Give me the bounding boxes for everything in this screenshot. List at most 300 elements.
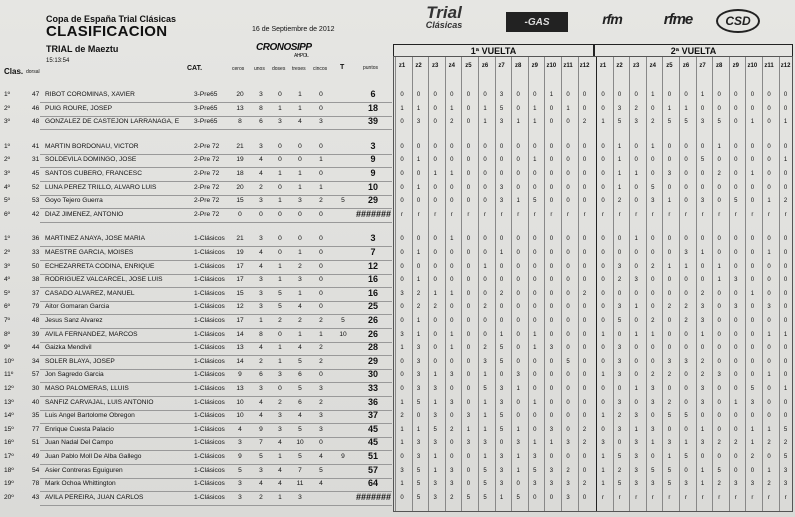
lap2-zone-score: 0 <box>667 184 672 191</box>
lap1-zone-score: 1 <box>533 119 537 126</box>
lap2-zone-score: 1 <box>750 290 755 297</box>
t-cell: 10 <box>339 330 347 338</box>
category-cell: 1-Clásicos <box>194 357 225 365</box>
treses-cell: 5 <box>298 453 302 460</box>
ceros-cell: 21 <box>236 142 244 150</box>
lap2-zone-score: 0 <box>684 372 688 379</box>
treses-cell: 0 <box>298 210 302 218</box>
lap1-zone-score: 1 <box>400 105 404 112</box>
lap1-zone-score: 0 <box>483 184 487 191</box>
lap2-zone-score: 0 <box>717 399 721 406</box>
lap2-zone-score: 0 <box>767 236 771 243</box>
gas-logo: -GAS <box>506 12 568 32</box>
lap1-zone-score: 0 <box>450 92 454 98</box>
lap2-zone-score: 0 <box>734 171 738 177</box>
lap2-zone-score: 2 <box>717 440 721 447</box>
lap2-zone-score: 0 <box>783 358 788 365</box>
cincos-cell: 0 <box>319 210 323 218</box>
lap2-zone-score: 0 <box>717 198 721 205</box>
event-name: TRIAL de Maeztu <box>46 44 119 54</box>
points-cell: 29 <box>367 355 378 366</box>
lap1-zone-score: 1 <box>416 250 421 256</box>
position-cell: 10º <box>4 357 14 365</box>
lap2-zone-score: 0 <box>783 372 788 379</box>
lap1-zone-score: 3 <box>499 481 504 488</box>
lap2-zone-score: 3 <box>634 119 638 126</box>
category-cell: 1-Clásicos <box>194 466 225 474</box>
lap2-zone-score: 2 <box>767 481 771 488</box>
col-puntos-header: puntos <box>363 65 379 71</box>
lap1-zone-score: 0 <box>582 171 587 177</box>
points-cell: 9 <box>370 154 376 165</box>
lap1-zone-score: 3 <box>499 198 504 205</box>
lap2-zone-score: 3 <box>651 481 655 488</box>
lap2-zone-score: 0 <box>651 454 655 460</box>
treses-cell: 1 <box>298 183 302 191</box>
unos-cell: 3 <box>259 289 263 297</box>
lap2-zone-score: 0 <box>601 290 605 297</box>
lap1-zone-score: 0 <box>466 263 471 270</box>
lap2-zone-score: 2 <box>700 290 705 297</box>
ceros-cell: 4 <box>238 425 242 433</box>
lap1-zone-score: 1 <box>499 331 504 338</box>
lap2-zone-score: 3 <box>634 277 638 284</box>
lap1-zone-score: 2 <box>450 119 454 126</box>
lap1-zone-score: 1 <box>533 345 537 352</box>
lap1-zone-score: 0 <box>533 92 537 98</box>
lap1-zone-score: 0 <box>499 440 504 447</box>
lap1-zone-score: 0 <box>549 119 554 126</box>
lap2-zone-score: 0 <box>750 467 755 474</box>
lap2-zone-score: 0 <box>634 92 638 98</box>
lap1-zone-score: 0 <box>483 92 487 98</box>
cincos-cell: 0 <box>319 289 323 297</box>
lap2-zone-score: 0 <box>734 372 738 379</box>
category-cell: 1-Clásicos <box>194 249 225 256</box>
lap2-zone-score: 0 <box>601 250 605 256</box>
csd-logo: CSD <box>716 9 760 33</box>
lap2-zone-score: 0 <box>783 290 788 297</box>
cincos-cell: 3 <box>319 425 323 433</box>
doses-cell: 3 <box>278 425 282 433</box>
lap1-zone-score: 0 <box>533 494 537 501</box>
lap1-zone-score: 3 <box>416 119 421 126</box>
lap1-zone-score: 0 <box>433 236 437 243</box>
lap1-zone-score: 0 <box>433 157 437 164</box>
lap1-zone-score: 2 <box>450 494 454 501</box>
lap2-zone-score: 3 <box>617 399 622 406</box>
lap2-zone-score: 0 <box>601 157 605 164</box>
lap1-zone-score: 1 <box>516 426 520 433</box>
unos-cell: 4 <box>259 344 263 352</box>
rider-name-cell: Gaizka Mendivil <box>45 344 92 352</box>
lap2-zone-score: 2 <box>667 372 672 379</box>
lap2-zone-score: 1 <box>767 372 771 379</box>
lap1-zone-score: 0 <box>582 277 587 284</box>
lap1-zone-score: 1 <box>566 105 570 112</box>
lap1-zone-score: 1 <box>400 345 404 352</box>
ceros-cell: 9 <box>238 453 242 460</box>
lap2-zone-score: r <box>734 494 737 501</box>
lap2-zone-score: 5 <box>651 184 655 191</box>
lap1-zone-score: 0 <box>499 277 504 284</box>
lap1-zone-score: 0 <box>400 92 404 98</box>
zone-header: z12 <box>780 63 791 69</box>
table-row <box>0 451 795 465</box>
doses-cell: 0 <box>278 183 282 191</box>
lap2-zone-score: 1 <box>750 119 755 126</box>
table-row <box>0 103 795 117</box>
lap1-zone-score: 1 <box>516 467 520 474</box>
lap1-zone-score: 0 <box>499 171 504 177</box>
treses-cell: 2 <box>298 317 302 324</box>
position-cell: 16º <box>4 439 14 447</box>
lap1-zone-score: 0 <box>566 92 570 98</box>
rider-name-cell: GONZALEZ DE CASTEJON LARRAÑAGA, E <box>45 118 180 126</box>
lap2-zone-score: 0 <box>684 184 688 191</box>
dorsal-cell: 50 <box>32 262 40 270</box>
lap1-zone-score: 0 <box>400 277 404 284</box>
lap1-zone-score: 0 <box>566 198 570 205</box>
lap2-zone-score: 0 <box>667 331 672 338</box>
treses-cell: 3 <box>298 197 302 205</box>
table-row <box>0 154 795 168</box>
lap1-zone-score: 0 <box>483 277 487 284</box>
lap2-zone-score: 0 <box>601 318 605 324</box>
lap2-zone-score: 0 <box>684 198 688 205</box>
rider-name-cell: RIBOT COROMINAS, XAVIER <box>45 91 135 98</box>
position-cell: 1º <box>4 91 11 98</box>
col-t-header: T <box>340 64 345 71</box>
lap1-zone-score: 2 <box>416 304 421 311</box>
lap1-zone-score: 1 <box>433 171 437 177</box>
lap1-zone-score: 0 <box>450 454 454 460</box>
dorsal-cell: 42 <box>32 210 40 218</box>
points-cell: 6 <box>370 89 376 99</box>
lap1-zone-score: 0 <box>483 318 487 324</box>
lap1-zone-score: 1 <box>400 440 404 447</box>
lap1-zone-score: 1 <box>433 454 437 460</box>
category-cell: 1-Clásicos <box>194 439 225 447</box>
lap1-zone-score: 5 <box>499 345 504 352</box>
lap1-zone-score: 0 <box>549 494 554 501</box>
lap1-zone-score: 3 <box>499 92 504 98</box>
table-row <box>0 369 795 383</box>
ceros-cell: 19 <box>236 156 244 164</box>
dorsal-cell: 30 <box>32 385 40 392</box>
lap2-zone-score: 1 <box>717 143 721 150</box>
lap1-zone-score: 2 <box>483 304 487 311</box>
lap2-zone-score: 0 <box>783 345 788 352</box>
lap1-zone-score: r <box>500 211 503 218</box>
position-cell: 11º <box>4 371 14 379</box>
lap2-zone-score: 0 <box>667 386 672 392</box>
lap1-zone-score: 0 <box>450 184 454 191</box>
lap1-zone-score: 0 <box>582 105 587 112</box>
lap2-zone-score: 0 <box>651 290 655 297</box>
lap1-zone-score: 0 <box>533 413 537 420</box>
dorsal-cell: 49 <box>32 453 40 460</box>
lap1-zone-score: 0 <box>566 250 570 256</box>
lap2-zone-score: 0 <box>634 290 638 297</box>
lap1-zone-score: 0 <box>433 198 437 205</box>
ceros-cell: 17 <box>236 317 244 324</box>
unos-cell: 2 <box>259 183 263 191</box>
lap2-zone-score: 0 <box>767 413 771 420</box>
lap2-zone-score: 2 <box>684 318 688 324</box>
lap2-header: 2ª VUELTA <box>594 44 793 56</box>
rider-name-cell: Jesus Sanz Alvarez <box>45 317 103 324</box>
treses-cell: 1 <box>298 91 302 98</box>
rider-name-cell: LUNA PEREZ TRILLO, ALVARO LUIS <box>45 183 157 191</box>
lap1-zone-score: 0 <box>416 171 421 177</box>
lap1-zone-score: 0 <box>582 454 587 460</box>
treses-cell: 4 <box>298 412 302 420</box>
lap2-zone-score: 0 <box>601 198 605 205</box>
col-treses-header: treses <box>292 66 306 72</box>
col-clas-header: Clas. <box>4 67 24 76</box>
doses-cell: 4 <box>278 480 282 488</box>
lap1-zone-score: 0 <box>549 277 554 284</box>
lap2-zone-score: 0 <box>651 304 655 311</box>
lap1-zone-score: 3 <box>516 372 520 379</box>
lap2-zone-score: 0 <box>734 184 738 191</box>
lap1-zone-score: 3 <box>450 372 454 379</box>
position-cell: 15º <box>4 425 14 433</box>
zone-header: z10 <box>546 63 557 69</box>
lap1-zone-score: 0 <box>582 236 587 243</box>
lap2-zone-score: 1 <box>667 105 672 112</box>
lap2-zone-score: 0 <box>750 345 755 352</box>
ceros-cell: 13 <box>236 344 244 352</box>
lap1-zone-score: r <box>484 211 486 218</box>
lap2-zone-score: 0 <box>684 426 688 433</box>
lap2-zone-score: 0 <box>634 157 638 164</box>
lap1-zone-score: 0 <box>582 372 587 379</box>
lap2-zone-score: 1 <box>601 454 605 460</box>
lap1-zone-score: 0 <box>466 372 471 379</box>
lap1-zone-score: 3 <box>433 440 437 447</box>
lap1-zone-score: 0 <box>499 318 504 324</box>
rider-name-cell: Juan Nadal Del Campo <box>45 439 114 447</box>
lap1-zone-score: 0 <box>483 157 487 164</box>
ceros-cell: 17 <box>236 276 244 284</box>
lap2-zone-score: 1 <box>700 250 705 256</box>
zone-header: z8 <box>515 63 522 69</box>
lap1-zone-score: 0 <box>433 345 437 352</box>
lap1-zone-score: 0 <box>416 143 421 150</box>
points-cell: 39 <box>367 116 378 127</box>
position-cell: 20º <box>4 493 14 501</box>
lap1-zone-score: 0 <box>499 304 504 311</box>
lap1-zone-score: 3 <box>450 399 454 406</box>
unos-cell: 1 <box>259 317 263 324</box>
lap2-zone-score: 2 <box>783 198 788 205</box>
unos-cell: 0 <box>259 210 263 218</box>
lap1-zone-score: 0 <box>433 119 437 126</box>
lap2-zone-score: r <box>751 494 754 501</box>
zone-header: z7 <box>498 63 505 69</box>
unos-cell: 2 <box>259 493 263 501</box>
lap2-zone-score: 1 <box>783 331 788 338</box>
unos-cell: 3 <box>259 91 263 98</box>
lap1-zone-score: 0 <box>450 386 454 392</box>
category-cell: 2-Pre 72 <box>194 210 220 218</box>
lap1-zone-score: 1 <box>450 345 454 352</box>
points-cell: 28 <box>367 342 378 353</box>
lap2-zone-score: 0 <box>734 105 738 112</box>
lap1-zone-score: 3 <box>416 345 421 352</box>
rfm-logo: rfm <box>602 11 622 27</box>
lap1-zone-score: r <box>467 211 470 218</box>
lap2-zone-score: 0 <box>651 413 655 420</box>
lap1-zone-score: 1 <box>450 171 454 177</box>
lap2-zone-score: 3 <box>700 119 705 126</box>
ceros-cell: 14 <box>236 357 244 365</box>
lap1-zone-score: 0 <box>416 198 421 205</box>
lap2-zone-score: 1 <box>700 467 705 474</box>
lap2-zone-score: 1 <box>700 426 705 433</box>
treses-cell: 5 <box>298 357 302 365</box>
lap2-zone-score: 0 <box>767 277 771 284</box>
lap1-zone-score: 1 <box>450 105 454 112</box>
rider-name-cell: MASO PALOMERAS, LLUIS <box>45 385 129 392</box>
treses-cell: 4 <box>298 344 302 352</box>
lap1-zone-score: 2 <box>400 413 404 420</box>
lap1-zone-score: 0 <box>549 386 554 392</box>
lap2-zone-score: r <box>685 211 687 218</box>
trial-clasicas-logo <box>398 3 490 32</box>
cincos-cell: 3 <box>319 412 323 420</box>
lap1-zone-score: 0 <box>533 386 537 392</box>
doses-cell: 0 <box>278 385 282 392</box>
position-cell: 12º <box>4 385 14 392</box>
rider-name-cell: SANFIZ CARVAJAL, LUIS ANTONIO <box>45 398 154 406</box>
lap2-zone-score: 0 <box>601 399 605 406</box>
lap2-zone-score: 0 <box>717 304 721 311</box>
lap1-zone-score: 0 <box>466 198 471 205</box>
lap1-zone-score: 0 <box>499 236 504 243</box>
lap2-zone-score: 5 <box>667 467 672 474</box>
row-divider <box>40 222 392 223</box>
lap1-zone-score: 0 <box>516 331 520 338</box>
lap1-zone-score: 1 <box>433 399 437 406</box>
lap1-zone-score: 3 <box>499 184 504 191</box>
lap2-zone-score: 1 <box>617 157 622 164</box>
lap1-zone-score: 5 <box>466 494 471 501</box>
lap2-zone-score: 0 <box>734 413 738 420</box>
dorsal-cell: 40 <box>32 398 40 406</box>
treses-cell: 3 <box>298 276 302 284</box>
points-cell: 3 <box>370 233 376 244</box>
category-cell: 3-Pre65 <box>194 91 218 98</box>
lap2-zone-score: 0 <box>783 304 788 311</box>
lap2-zone-score: 3 <box>684 250 688 256</box>
lap2-zone-score: 0 <box>734 263 738 270</box>
rider-name-cell: SANTOS CUBERO, FRANCESC <box>45 170 142 177</box>
lap1-zone-score: 1 <box>450 236 454 243</box>
points-cell: 45 <box>367 423 378 434</box>
ceros-cell: 5 <box>238 466 242 474</box>
lap1-zone-score: 0 <box>549 358 554 365</box>
ceros-cell: 19 <box>236 249 244 256</box>
rider-name-cell: Aitor Gomaran Garcia <box>45 303 110 311</box>
dorsal-cell: 78 <box>32 480 40 488</box>
lap2-zone-score: 0 <box>617 250 622 256</box>
lap1-zone-score: 0 <box>400 372 404 379</box>
lap2-zone-score: 0 <box>734 358 738 365</box>
lap2-zone-score: 3 <box>634 454 638 460</box>
points-cell: 45 <box>367 437 378 448</box>
lap2-zone-score: 0 <box>651 250 655 256</box>
lap1-zone-score: 0 <box>549 143 554 150</box>
lap1-zone-score: 0 <box>466 331 471 338</box>
lap2-zone-score: 2 <box>684 304 688 311</box>
lap1-zone-score: 0 <box>499 143 504 150</box>
lap1-zone-score: 5 <box>433 426 437 433</box>
lap2-zone-score: 0 <box>750 250 755 256</box>
lap1-zone-score: 5 <box>483 481 487 488</box>
rider-name-cell: DIAZ JIMENEZ, ANTONIO <box>45 210 124 218</box>
zone-header: z12 <box>579 63 590 69</box>
treses-cell: 11 <box>296 480 304 488</box>
lap2-zone-score: r <box>635 494 638 501</box>
lap2-zone-score: 3 <box>700 386 705 392</box>
lap2-zone-score: r <box>668 211 671 218</box>
lap2-zone-score: 3 <box>667 171 672 177</box>
lap1-zone-score: 0 <box>400 263 404 270</box>
lap1-zone-score: 0 <box>433 92 437 98</box>
lap2-zone-score: 0 <box>717 157 721 164</box>
lap2-zone-score: 0 <box>651 236 655 243</box>
lap1-zone-score: 0 <box>466 386 471 392</box>
category-cell: 1-Clásicos <box>194 398 225 406</box>
lap2-zone-score: 0 <box>750 184 755 191</box>
lap1-zone-score: 0 <box>533 426 537 433</box>
lap1-zone-score: 0 <box>400 171 404 177</box>
points-cell: ####### <box>356 208 392 219</box>
zone-header: z3 <box>432 63 439 69</box>
lap1-zone-score: 0 <box>566 318 570 324</box>
lap1-zone-score: 3 <box>549 481 554 488</box>
lap2-zone-score: 0 <box>684 171 688 177</box>
lap1-zone-score: 0 <box>549 399 554 406</box>
dorsal-cell: 53 <box>32 197 40 205</box>
lap2-zone-score: 5 <box>783 426 788 433</box>
lap1-zone-score: 0 <box>533 358 537 365</box>
lap1-zone-score: 0 <box>516 481 520 488</box>
lap1-zone-score: 0 <box>483 143 487 150</box>
lap2-zone-score: 2 <box>700 358 705 365</box>
lap2-zone-score: 0 <box>750 331 755 338</box>
position-cell: 6º <box>4 303 11 311</box>
lap2-zone-score: 0 <box>667 157 672 164</box>
cincos-cell: 2 <box>319 344 323 352</box>
lap1-zone-score: 0 <box>533 263 537 270</box>
lap1-zone-score: 0 <box>566 331 570 338</box>
lap2-zone-score: 1 <box>684 263 688 270</box>
position-cell: 3º <box>4 170 11 177</box>
lap2-zone-score: 1 <box>617 184 622 191</box>
treses-cell: 2 <box>298 262 302 270</box>
lap2-zone-score: 0 <box>783 413 788 420</box>
lap2-zone-score: 0 <box>767 358 771 365</box>
unos-cell: 4 <box>259 262 263 270</box>
points-cell: 29 <box>367 195 378 206</box>
lap1-zone-score: r <box>550 211 553 218</box>
lap2-zone-score: 0 <box>717 105 721 112</box>
lap1-zone-score: 1 <box>450 331 454 338</box>
